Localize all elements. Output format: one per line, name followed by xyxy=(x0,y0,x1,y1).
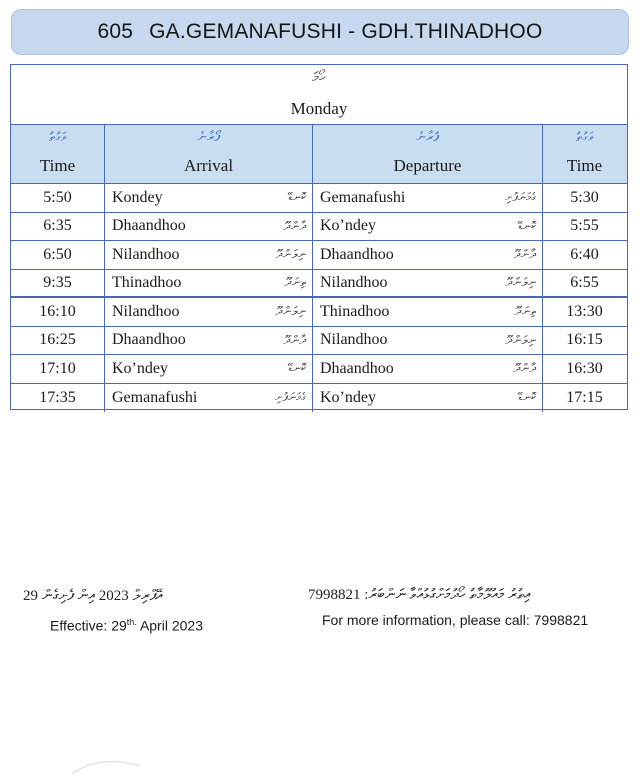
departure-stop: Ko’ndey ކޮނޑޭ xyxy=(313,384,543,413)
col-time-arrival: ވަގުތު Time xyxy=(11,125,105,183)
col-departure: ފުރާނެ Departure xyxy=(313,125,543,183)
arrival-time: 6:50 xyxy=(11,241,105,269)
arrival-time: 17:35 xyxy=(11,384,105,413)
departure-time: 5:30 xyxy=(570,188,599,206)
arrival-time: 5:50 xyxy=(11,184,105,212)
col-time-departure: ވަގުތު Time xyxy=(566,129,603,175)
contact-info-dhivehi: އިތުރު މައުލޫމާތު ހޯދުމަށްގުޅުއްވާ ނަންބަރު: 7998821 xyxy=(308,587,531,603)
arrival-time: 17:10 xyxy=(11,355,105,383)
arrival-time: 9:35 xyxy=(11,270,105,297)
table-body xyxy=(11,184,627,412)
effective-date: Effective: $29^{th.}$ April 2023 xyxy=(50,617,203,634)
departure-time: 6:55 xyxy=(570,273,599,291)
departure-time: 6:40 xyxy=(570,245,599,263)
column-headers xyxy=(11,125,627,184)
signature-stroke-icon xyxy=(70,752,150,776)
departure-stop: Gemanafushi ގެމަނަފުށި xyxy=(313,184,543,212)
departure-stop: Nilandhoo ނިލަންދޫ xyxy=(313,327,543,355)
departure-stop: Ko’ndey ކޮނޑޭ xyxy=(313,213,543,241)
arrival-time: 6:35 xyxy=(11,213,105,241)
departure-stop: Nilandhoo ނިލަންދޫ xyxy=(313,270,543,297)
timetable xyxy=(10,64,628,410)
departure-time: 16:15 xyxy=(566,331,603,349)
day-header xyxy=(11,65,627,125)
table-row xyxy=(11,327,627,356)
departure-time: 16:30 xyxy=(566,359,603,377)
departure-time: 17:15 xyxy=(566,388,603,406)
route-name: GA.GEMANAFUSHI - GDH.THINADHOO xyxy=(149,20,543,43)
arrival-stop: Ko’ndey ކޮނޑޭ xyxy=(105,355,313,383)
table-row xyxy=(11,184,627,213)
route-header xyxy=(11,9,629,55)
table-row xyxy=(11,241,627,270)
contact-info: For more information, please call: 7998821 xyxy=(322,612,589,628)
departure-stop: Thinadhoo ތިނަދޫ xyxy=(313,298,543,326)
col-arrival: ފޯރާނެ Arrival xyxy=(105,125,313,183)
arrival-stop: Thinadhoo ތިނަދޫ xyxy=(105,270,313,297)
effective-date-dhivehi: 29 އޭޕްރިލް 2023 އިން ފެށިގެން xyxy=(23,588,163,604)
departure-stop: Dhaandhoo ދާންދޫ xyxy=(313,355,543,383)
arrival-stop: Nilandhoo ނިލަންދޫ xyxy=(105,241,313,269)
arrival-time: 16:10 xyxy=(11,298,105,326)
departure-time: 13:30 xyxy=(566,302,603,320)
day-dhivehi: ހޯމަ xyxy=(312,70,326,86)
route-number: 605 xyxy=(97,20,134,43)
table-row xyxy=(11,355,627,384)
arrival-stop: Kondey ކޮނޑޭ xyxy=(105,184,313,212)
table-row xyxy=(11,270,627,299)
table-row xyxy=(11,384,627,413)
departure-time: 5:55 xyxy=(570,217,599,235)
arrival-time: 16:25 xyxy=(11,327,105,355)
departure-stop: Dhaandhoo ދާންދޫ xyxy=(313,241,543,269)
arrival-stop: Dhaandhoo ދާންދޫ xyxy=(105,213,313,241)
day-english: Monday xyxy=(290,99,348,118)
table-row xyxy=(11,298,627,327)
table-row xyxy=(11,213,627,242)
arrival-stop: Dhaandhoo ދާންދޫ xyxy=(105,327,313,355)
arrival-stop: Nilandhoo ނިލަންދޫ xyxy=(105,298,313,326)
arrival-stop: Gemanafushi ގެމަނަފުށި xyxy=(105,384,313,413)
